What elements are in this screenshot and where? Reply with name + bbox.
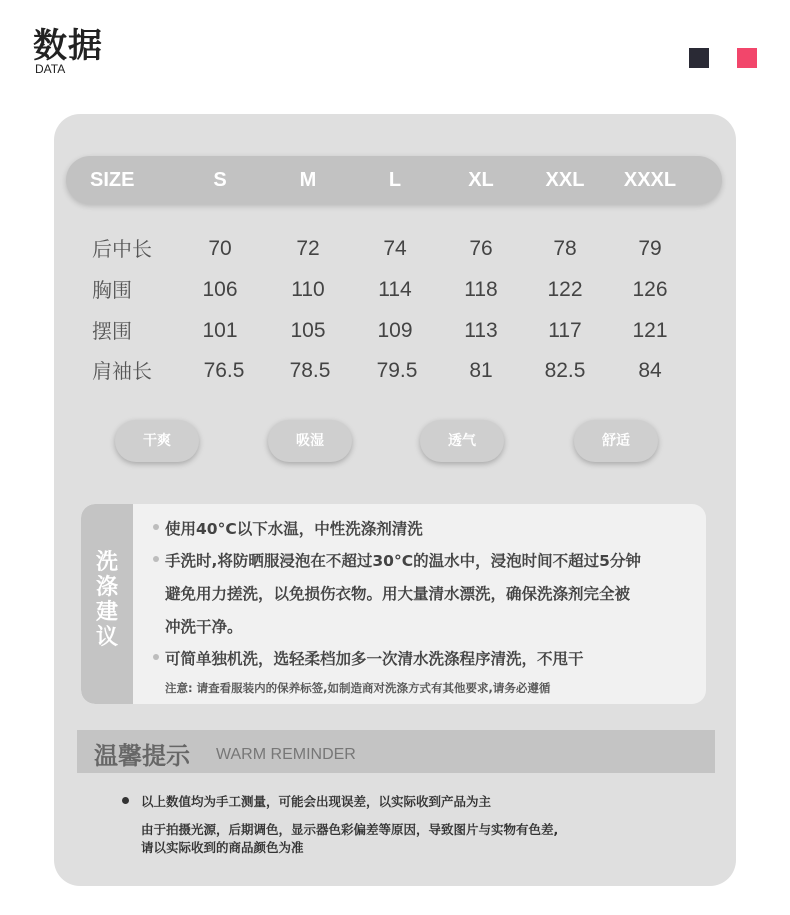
header-xxxl: XXXL: [623, 169, 677, 191]
cell: 126: [632, 278, 668, 301]
wash-line: 手洗时,将防晒服浸泡在不超过30°C的温水中，浸泡时间不超过5分钟: [165, 552, 641, 570]
row-label: 胸围: [92, 278, 132, 302]
size-header-bar: [66, 156, 722, 204]
row-label: 后中长: [92, 237, 152, 261]
cell: 84: [638, 359, 662, 382]
page-subtitle: DATA: [35, 62, 66, 76]
cell: 121: [632, 319, 668, 342]
cell: 74: [383, 237, 407, 260]
warm-reminder-title: 温馨提示: [94, 742, 190, 770]
table-row: [0, 232, 790, 266]
wash-line: 避免用力搓洗，以免损伤衣物。用大量清水漂洗，确保洗涤剂完全被: [165, 585, 631, 603]
feature-badge-dry: 干爽: [115, 420, 199, 462]
cell: 105: [290, 319, 326, 342]
wash-line: 可简单独机洗，选轻柔档加多一次清水洗涤程序清洗，不甩干: [165, 650, 584, 668]
bullet-dot: [153, 654, 159, 660]
table-row: [0, 273, 790, 307]
cell: 122: [547, 278, 583, 301]
cell: 82.5: [544, 359, 586, 382]
header-size: SIZE: [90, 169, 135, 191]
cell: 106: [202, 278, 238, 301]
cell: 113: [464, 319, 498, 342]
cell: 79.5: [376, 359, 418, 382]
page-title: 数据: [33, 26, 103, 66]
cell: 79: [638, 237, 662, 260]
cell: 78: [553, 237, 577, 260]
table-row: [0, 314, 790, 348]
cell: 110: [291, 278, 325, 301]
cell: 109: [377, 319, 413, 342]
feature-badge-comfort: 舒适: [574, 420, 658, 462]
feature-badge-breathable: 透气: [420, 420, 504, 462]
bullet-dot: [153, 524, 159, 530]
header-xl: XL: [468, 169, 494, 191]
header-l: L: [388, 169, 402, 191]
header-s: S: [213, 169, 227, 191]
row-label: 摆围: [92, 319, 132, 343]
color-swatch-pink: [737, 48, 757, 68]
tip-line: 请以实际收到的商品颜色为准: [141, 840, 304, 855]
cell: 76: [469, 237, 493, 260]
tip-line: 以上数值均为手工测量，可能会出现误差，以实际收到产品为主: [141, 794, 492, 809]
cell: 81: [469, 359, 493, 382]
cell: 117: [548, 319, 582, 342]
cell: 118: [464, 278, 498, 301]
wash-side-tab: [81, 504, 133, 704]
cell: 101: [202, 319, 238, 342]
header-m: M: [299, 169, 317, 191]
cell: 72: [296, 237, 320, 260]
cell: 114: [378, 278, 412, 301]
wash-line: 使用40°C以下水温，中性洗涤剂清洗: [165, 520, 423, 538]
bullet-dot: [153, 556, 159, 562]
bullet-dot: [122, 797, 129, 804]
warm-reminder-subtitle: WARM REMINDER: [216, 746, 356, 763]
cell: 78.5: [289, 359, 331, 382]
cell: 70: [208, 237, 232, 260]
cell: 76.5: [203, 359, 245, 382]
feature-badge-absorb: 吸湿: [268, 420, 352, 462]
color-swatch-dark: [689, 48, 709, 68]
header-xxl: XXL: [545, 169, 585, 191]
wash-note: 注意: 请查看服装内的保养标签,如制造商对洗涤方式有其他要求,请务必遵循: [165, 681, 551, 695]
wash-side-label: 洗 涤 建 议: [95, 550, 118, 650]
row-label: 肩袖长: [92, 359, 152, 383]
table-row: [0, 354, 790, 388]
wash-line: 冲洗干净。: [165, 618, 243, 636]
tip-line: 由于拍摄光源，后期调色，显示器色彩偏差等原因，导致图片与实物有色差,: [141, 822, 559, 837]
